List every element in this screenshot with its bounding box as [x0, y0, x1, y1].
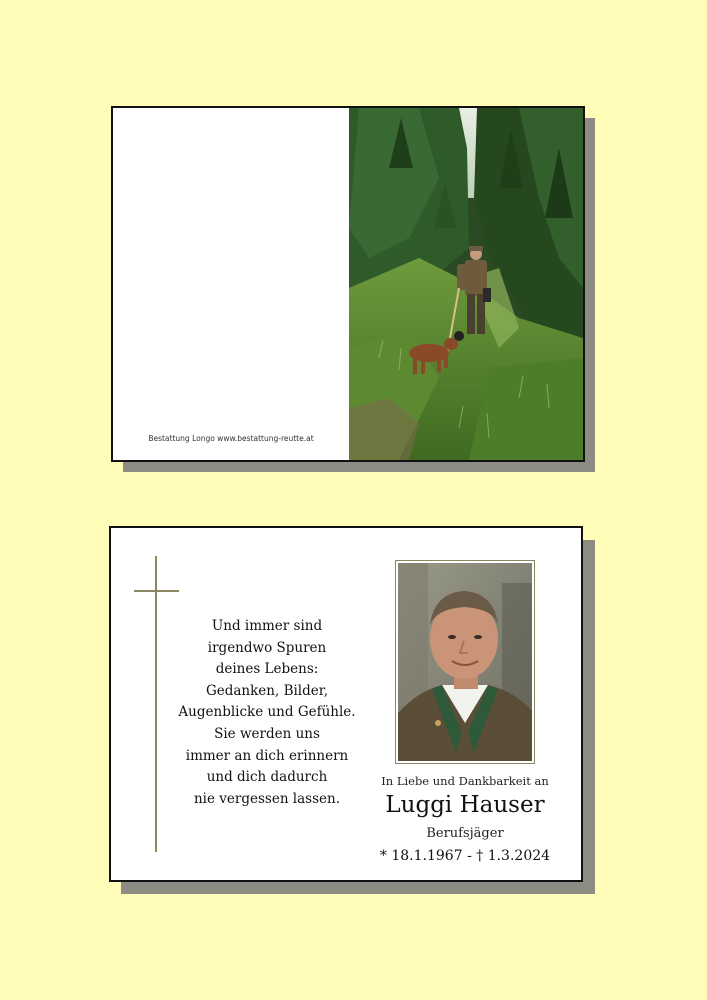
deceased-name: Luggi Hauser	[385, 792, 545, 818]
portrait-photo	[395, 560, 535, 764]
poem-line: Sie werden uns	[214, 725, 320, 742]
life-dates: * 18.1.1967 - † 1.3.2024	[379, 848, 551, 864]
poem-line: Gedanken, Bilder,	[205, 682, 329, 699]
poem	[161, 616, 373, 810]
poem-line: irgendwo Spuren	[207, 639, 327, 656]
occupation-text: Berufsjäger	[426, 826, 504, 841]
front-card	[111, 106, 585, 462]
poem-line: Augenblicke und Gefühle.	[178, 704, 356, 721]
dedication-text: In Liebe und Dankbarkeit an	[381, 774, 549, 788]
cross-horizontal-bar	[134, 590, 179, 592]
hunter-with-dog-forest-photo	[349, 108, 583, 460]
front-card-face	[111, 106, 585, 462]
poem-line: Und immer sind	[211, 618, 323, 634]
poem-line: immer an dich erinnern	[185, 747, 349, 764]
front-left-panel	[113, 108, 349, 460]
inside-card	[109, 526, 583, 882]
poem-line: deines Lebens:	[215, 661, 319, 678]
poem-line: nie vergessen lassen.	[193, 790, 341, 807]
imprint-text: Bestattung Longo www.bestattung-reutte.at	[148, 434, 314, 443]
inside-card-face	[109, 526, 583, 882]
poem-line: und dich dadurch	[206, 769, 328, 786]
cross-vertical-bar	[155, 556, 157, 852]
